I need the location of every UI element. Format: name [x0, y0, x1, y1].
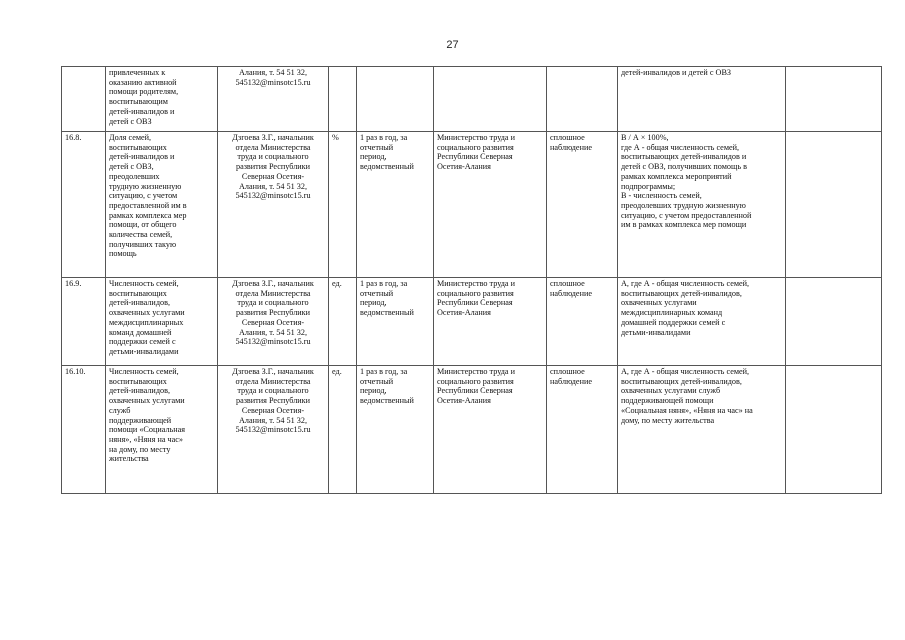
- collection-method: сплошное наблюдение: [547, 132, 618, 278]
- calculation-formula: В / А × 100%, где А - общая численность семей, воспитывающих детей-инвалидов и детей с ОВЗ, получивших помощь в рамках комплекса мероприятий подпрограммы; В - численность семей, преодолевших трудную жизненную ситуацию, с учетом предоставленной им в рамках комплекса мер помощи: [618, 132, 786, 278]
- data-source: Министерство труда и социального развития Республики Северная Осетия-Алания: [434, 278, 547, 366]
- indicator-name: привлеченных к оказанию активной помощи родителям, воспитывающим детей-инвалидов и детей с ОВЗ: [106, 67, 218, 132]
- periodicity: 1 раз в год, за отчетный период, ведомственный: [357, 278, 434, 366]
- unit-of-measure: %: [329, 132, 357, 278]
- responsible-person: Дзгоева З.Г., начальник отдела Министерства труда и социального развития Республики Северная Осетия- Алания, т. 54 51 32, 545132@minsotc15.ru: [218, 132, 329, 278]
- calculation-formula: А, где А - общая численность семей, воспитывающих детей-инвалидов, охваченных услугами служб поддерживающей помощи «Социальная няня», «Няня на час» на дому, по месту жительства: [618, 366, 786, 494]
- table-row: [62, 67, 882, 132]
- calculation-formula: детей-инвалидов и детей с ОВЗ: [618, 67, 786, 132]
- extra-cell: [786, 366, 882, 494]
- unit-of-measure: ед.: [329, 278, 357, 366]
- indicators-table: [61, 66, 882, 494]
- page-number: 27: [446, 39, 459, 51]
- extra-cell: [786, 132, 882, 278]
- periodicity: 1 раз в год, за отчетный период, ведомственный: [357, 132, 434, 278]
- row-number: [62, 67, 106, 132]
- indicator-name: Доля семей, воспитывающих детей-инвалидов и детей с ОВЗ, преодолевших трудную жизненную ситуацию, с учетом предоставленной им в рамках комплекса мер помощи, от общего количества семей, получивших такую помощь: [106, 132, 218, 278]
- data-source: Министерство труда и социального развития Республики Северная Осетия-Алания: [434, 366, 547, 494]
- periodicity: 1 раз в год, за отчетный период, ведомственный: [357, 366, 434, 494]
- row-number: 16.10.: [62, 366, 106, 494]
- unit-of-measure: [329, 67, 357, 132]
- responsible-person: Дзгоева З.Г., начальник отдела Министерства труда и социального развития Республики Северная Осетия- Алания, т. 54 51 32, 545132@minsotc15.ru: [218, 278, 329, 366]
- table-row: [62, 132, 882, 278]
- responsible-person: Алания, т. 54 51 32, 545132@minsotc15.ru: [218, 67, 329, 132]
- responsible-person: Дзгоева З.Г., начальник отдела Министерства труда и социального развития Республики Северная Осетия- Алания, т. 54 51 32, 545132@minsotc15.ru: [218, 366, 329, 494]
- table-row: [62, 278, 882, 366]
- row-number: 16.9.: [62, 278, 106, 366]
- data-source: [434, 67, 547, 132]
- extra-cell: [786, 67, 882, 132]
- unit-of-measure: ед.: [329, 366, 357, 494]
- indicator-name: Численность семей, воспитывающих детей-инвалидов, охваченных услугами междисциплинарных команд домашней поддержки семей с детьми-инвалидами: [106, 278, 218, 366]
- row-number: 16.8.: [62, 132, 106, 278]
- calculation-formula: А, где А - общая численность семей, воспитывающих детей-инвалидов, охваченных услугами междисциплинарных команд домашней поддержки семей с детьми-инвалидами: [618, 278, 786, 366]
- data-source: Министерство труда и социального развития Республики Северная Осетия-Алания: [434, 132, 547, 278]
- indicator-name: Численность семей, воспитывающих детей-инвалидов, охваченных услугами служб поддерживающей помощи «Социальная няня», «Няня на час» на дому, по месту жительства: [106, 366, 218, 494]
- collection-method: сплошное наблюдение: [547, 366, 618, 494]
- extra-cell: [786, 278, 882, 366]
- collection-method: сплошное наблюдение: [547, 278, 618, 366]
- table-row: [62, 366, 882, 494]
- periodicity: [357, 67, 434, 132]
- collection-method: [547, 67, 618, 132]
